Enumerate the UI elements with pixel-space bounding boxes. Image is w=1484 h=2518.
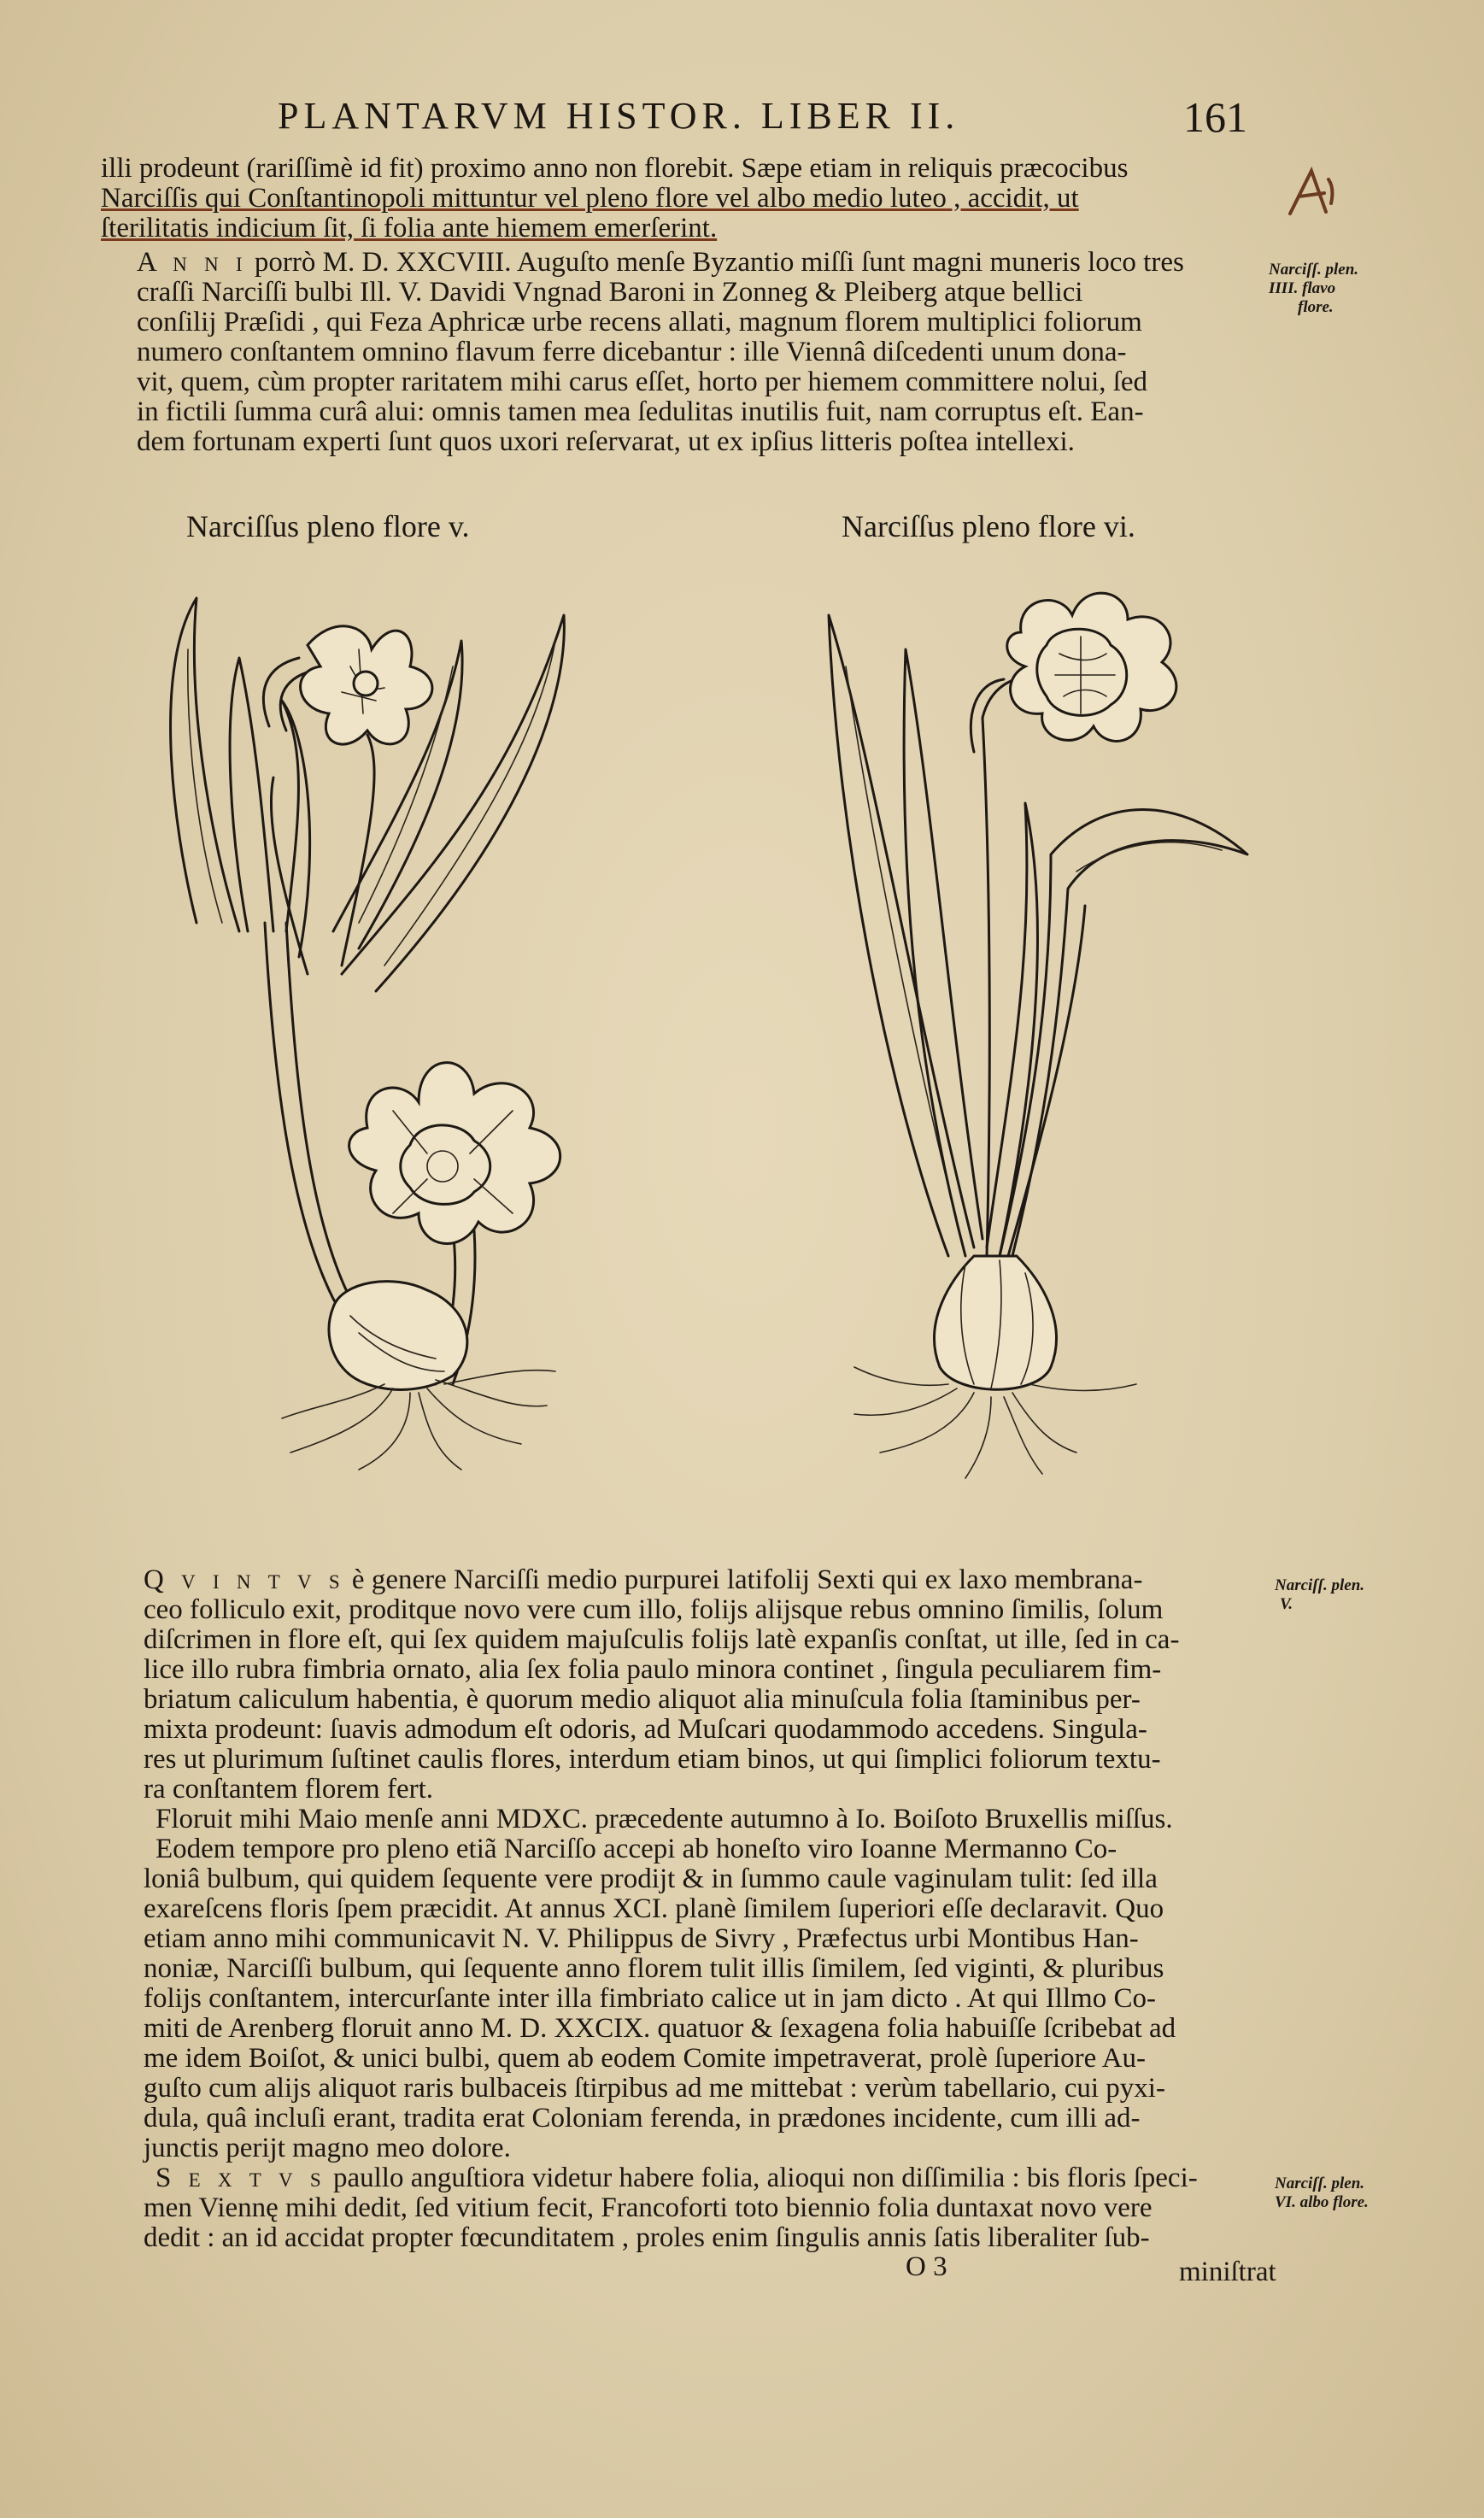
text-line: guſto cum alijs aliquot raris bulbaceis ſtirpibus ad me mittebat : verùm tabellario, cui pyxi- (144, 2073, 1165, 2104)
text-line: conſilij Præſidi , qui Feza Aphricæ urbe recens allati, magnum florem multiplici foliorum (137, 307, 1142, 337)
caption-left: Narciſſus pleno flore v. (186, 509, 470, 543)
text-line-underlined: Narciſſis qui Conſtantinopoli mittuntur vel pleno flore vel albo medio luteo , accidit, ut (101, 183, 1079, 214)
text-line: dedit : an id accidat propter fœcunditatem , proles enim ſingulis annis ſatis liberaliter ſub- (144, 2222, 1150, 2253)
margin-note-line: Narciſſ. plen. (1269, 261, 1359, 279)
text-line: ra conſtantem florem fert. (144, 1774, 434, 1805)
text-line: junctis perijt magno meo dolore. (144, 2133, 511, 2163)
text-line: dula, quâ incluſi erant, tradita erat Coloniam ferenda, in prædones incidente, cum illi ad- (144, 2103, 1141, 2134)
paragraph-anni (137, 248, 1184, 457)
text-line: vit, quem, cùm propter raritatem mihi carus eſſet, horto per hiemem committere nolui, ſed (137, 367, 1148, 397)
paragraph-sextus (144, 2163, 1198, 2253)
paragraph-floruit (144, 1805, 1176, 2163)
text-line: diſcrimen in flore eſt, qui ſex quidem majuſculis folijs latè expanſis conſtat, ut ille, ſed in ca- (144, 1624, 1180, 1655)
narcissus-woodcut-v-icon (137, 564, 666, 1547)
margin-note-line: VI. albo flore. (1275, 2193, 1369, 2211)
text-line: noniæ, Narciſſi bulbum, qui ſequente anno florem tulit illis ſimilem, ſed viginti, & pluribus (144, 1953, 1164, 1984)
margin-note-line: Narciſſ. plen. (1275, 1576, 1365, 1594)
text-line: res ut plurimum ſuſtinet caulis flores, interdum etiam binos, ut qui ſimplici foliorum textu- (144, 1744, 1161, 1775)
running-header (278, 94, 1252, 154)
narcissus-woodcut-vi-icon (820, 581, 1264, 1547)
text-line: è genere Narciſſi medio purpurei latifolij Sexti qui ex laxo membrana- (344, 1564, 1143, 1595)
lead-word: S e x t v s (155, 2163, 326, 2193)
margin-note-line: IIII. flavo (1269, 279, 1336, 297)
signature-mark: O 3 (906, 2251, 947, 2282)
text-line: dem fortunam experti ſunt quos uxori reſervarat, ut ex ipſius litteris poſtea intellexi. (137, 426, 1075, 457)
text-line: numero conſtantem omnino flavum ferre dicebantur : ille Viennâ diſcedenti unum dona- (137, 337, 1127, 367)
margin-note-3 (1275, 2175, 1369, 2212)
running-title: PLANTARVM HISTOR. LIBER II. (278, 95, 960, 137)
text-line: me idem Boiſot, & unici bulbi, quem ab eodem Comite impetraverat, prolè ſuperiore Au- (144, 2043, 1147, 2074)
margin-note-2 (1275, 1576, 1364, 1614)
text-line: Floruit mihi Maio menſe anni MDXC. præcedente autumno à Io. Boiſoto Bruxellis miſſus. (155, 1804, 1173, 1834)
margin-note-1 (1269, 261, 1358, 317)
lead-word: A n n i (137, 247, 248, 278)
text-line: lice illo rubra fimbria ornato, alia ſex folia paulo minora continet , ſingula peculiarem fim- (144, 1654, 1162, 1685)
paragraph-top (101, 154, 1128, 244)
text-line: men Viennę mihi dedit, ſed vitium fecit, Francoforti toto biennio folia duntaxat novo vere (144, 2192, 1153, 2223)
text-line: loniâ bulbum, qui quidem ſequente vere prodijt & in ſummo caule vaginulam tulit: ſed illa (144, 1864, 1158, 1894)
text-line: paullo anguſtiora videtur habere folia, alioqui non diſſimilia : bis floris ſpeci- (326, 2163, 1198, 2193)
paragraph-quintus (144, 1565, 1179, 1805)
text-line: ceo folliculo exit, proditque novo vere cum illo, folijs alijsque rebus omnino ſimilis, ſolum (144, 1594, 1164, 1625)
text-line: porrò M. D. XXCVIII. Auguſto menſe Byzantio miſſi ſunt magni muneris loco tres (247, 247, 1184, 278)
text-line: mixta prodeunt: ſuavis admodum eſt odoris, ad Muſcari quodammodo accedens. Singula- (144, 1714, 1147, 1745)
margin-note-line: flore. (1298, 298, 1334, 316)
text-line: miti de Arenberg floruit anno M. D. XXCIX. quatuor & ſexagena folia habuiſſe ſcribebat ad (144, 2013, 1176, 2044)
text-line: Eodem tempore pro pleno etiã Narciſſo accepi ab honeſto viro Ioanne Mermanno Co- (155, 1834, 1117, 1864)
ink-marginal-mark-icon (1282, 162, 1341, 222)
margin-note-line: Narciſſ. plen. (1275, 2175, 1365, 2192)
caption-right: Narciſſus pleno flore vi. (842, 509, 1135, 543)
margin-note-line: V. (1280, 1595, 1293, 1613)
text-line: in fictili ſumma curâ alui: omnis tamen mea ſedulitas inutilis fuit, nam corruptus eſt. Ean- (137, 396, 1144, 427)
text-line: etiam anno mihi communicavit N. V. Philippus de Sivry , Præfectus urbi Montibus Han- (144, 1923, 1139, 1954)
text-line: exareſcens floris ſpem præcidit. At annus XCI. planè ſimilem ſuperiori eſſe declaravit. Quo (144, 1893, 1164, 1924)
text-line: folijs conſtantem, intercurſante inter illa fimbriato calice ut in jam dicto . At qui Illmo Co- (144, 1983, 1156, 2014)
text-line-underlined: ſterilitatis indicium ſit, ſi folia ante hiemem emerſerint. (101, 213, 718, 244)
catchword: miniſtrat (1179, 2257, 1276, 2287)
text-line: craſſi Narciſſi bulbi Ill. V. Davidi Vngnad Baroni in Zonneg & Pleiberg atque bellici (137, 277, 1083, 308)
text-line: illi prodeunt (rariſſimè id fit) proximo anno non florebit. Sæpe etiam in reliquis præcocibus (101, 153, 1129, 184)
lead-word: Q v i n t v s (144, 1564, 345, 1595)
page-number: 161 (1183, 93, 1247, 141)
text-line: briatum caliculum habentia, è quorum medio aliquot alia minuſcula folia ſtaminibus per- (144, 1684, 1141, 1715)
